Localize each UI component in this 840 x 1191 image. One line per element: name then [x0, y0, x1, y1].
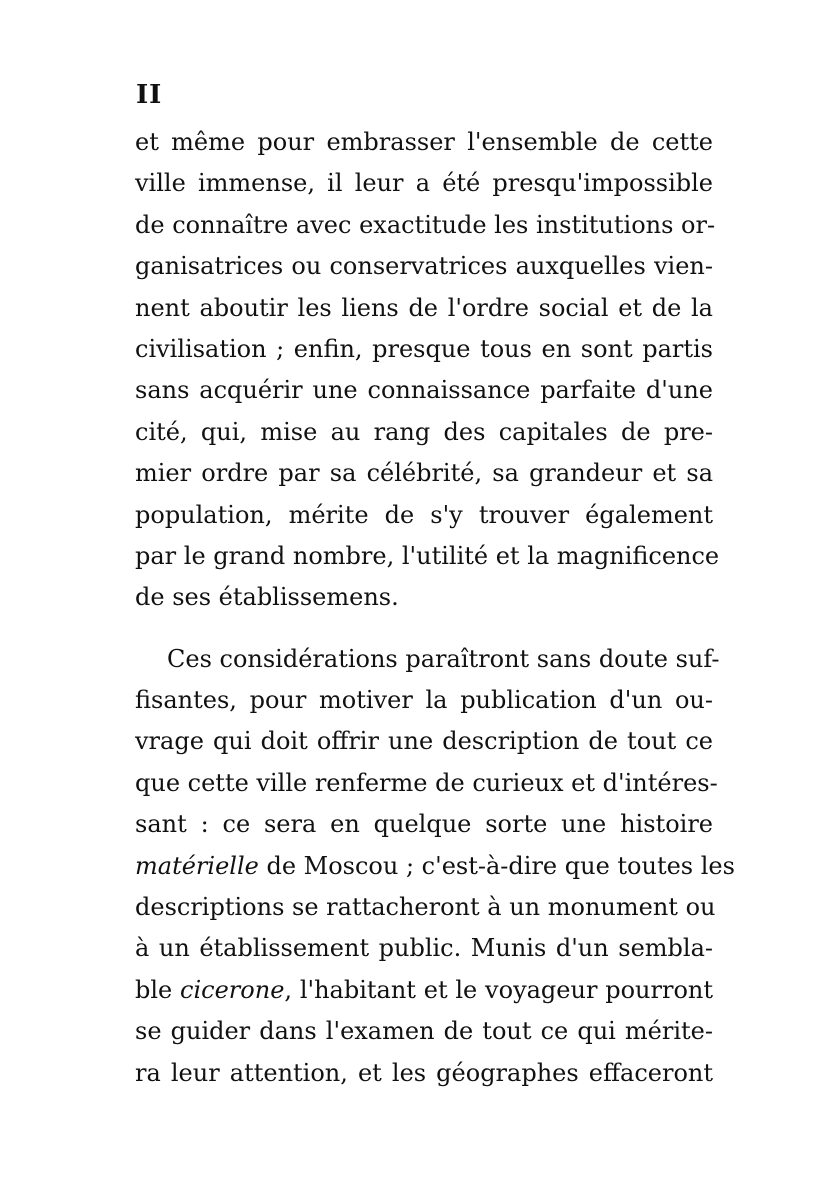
text-line: fisantes, pour motiver la publication d'un ou- [135, 686, 713, 715]
text-line: vrage qui doit offrir une description de tout ce [135, 727, 713, 756]
text-line: Ces considérations paraîtront sans doute suf- [167, 644, 720, 673]
text-line: mier ordre par sa célébrité, sa grandeur et sa [135, 459, 713, 488]
line-segment: , l'habitant et le voyageur pourront [284, 975, 713, 1004]
text-line: de ses établissemens. [135, 583, 399, 612]
line-segment: ble [135, 975, 181, 1004]
text-line-mixed [135, 846, 735, 887]
text-line: population, mérite de s'y trouver également [135, 500, 713, 529]
text-line: de connaître avec exactitude les institutions or- [135, 210, 716, 239]
text-line: se guider dans l'examen de tout ce qui mérite- [135, 1017, 713, 1046]
text-line: cité, qui, mise au rang des capitales de pre- [135, 417, 713, 446]
page-number: II [136, 80, 163, 110]
paragraph-1 [135, 122, 720, 619]
text-line: civilisation ; enfin, presque tous en sont partis [135, 334, 713, 363]
text-line: ra leur attention, et les géographes effaceront [135, 1058, 713, 1087]
text-line: que cette ville renferme de curieux et d'intéres- [135, 768, 718, 797]
text-line: sant : ce sera en quelque sorte une histoire [135, 810, 713, 839]
paragraph-gap [135, 619, 713, 639]
line-segment: de Moscou ; c'est-à-dire que toutes les [258, 851, 735, 880]
text-line: à un établissement public. Munis d'un sembla- [135, 934, 713, 963]
text-line: descriptions se rattacheront à un monument ou [135, 893, 716, 922]
text-line: nent aboutir les liens de l'ordre social et de la [135, 293, 713, 322]
text-line: sans acquérir une connaissance parfaite d'une [135, 376, 713, 405]
text-line-mixed [135, 970, 713, 1011]
italic-term: matérielle [135, 851, 259, 880]
text-line: par le grand nombre, l'utilité et la magnificence [135, 541, 720, 570]
italic-term: cicerone [180, 975, 285, 1004]
text-line: ville immense, il leur a été presqu'impossible [135, 169, 713, 198]
text-line: ganisatrices ou conservatrices auxquelles vien- [135, 252, 713, 281]
text-line: et même pour embrasser l'ensemble de cette [135, 128, 713, 156]
body-text [135, 122, 735, 1094]
paragraph-2 [135, 639, 735, 1094]
